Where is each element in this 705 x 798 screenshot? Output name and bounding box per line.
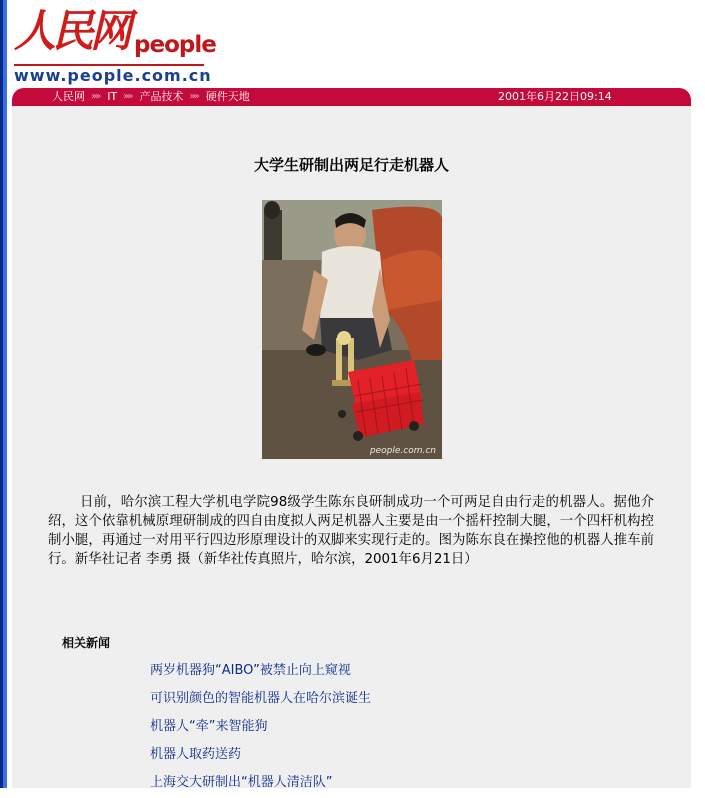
breadcrumb-separator-icon: »»: [91, 91, 100, 102]
breadcrumb-separator-icon: »»: [189, 91, 198, 102]
logo-chinese-text: 人民网: [14, 6, 128, 57]
list-item: [150, 658, 371, 686]
breadcrumb-separator-icon: »»: [123, 91, 132, 102]
list-item: [150, 770, 371, 798]
breadcrumb-people[interactable]: 人民网: [52, 90, 85, 103]
publish-date: 2001年6月22日09:14: [498, 90, 612, 103]
breadcrumb: [52, 88, 250, 106]
related-news-heading: 相关新闻: [62, 636, 111, 650]
list-item: [150, 714, 371, 742]
article-body: 日前，哈尔滨工程大学机电学院98级学生陈东良研制成功一个可两足自由行走的机器人。据他介绍，这个依靠机械原理研制成的四自由度拟人两足机器人主要是由一个摇杆控制大腿，一个四杆机构控制小腿，再通过一对用平行四边形原理设计的双脚来实现行走的。图为陈东良在操控他的机器人推车前行。新华社记者 李勇 摄（新华社传真照片，哈尔滨，2001年6月21日）: [48, 495, 654, 568]
breadcrumb-product-tech[interactable]: 产品技术: [139, 90, 184, 103]
article-title: 大学生研制出两足行走机器人: [253, 156, 449, 174]
related-news-link[interactable]: 机器人“牵”来智能狗: [150, 719, 268, 734]
window-left-border-highlight: [3, 0, 7, 788]
logo-url-text: www.people.com.cn: [14, 66, 212, 85]
article-panel: [12, 106, 691, 788]
breadcrumb-bar: [12, 88, 691, 106]
related-news-link[interactable]: 上海交大研制出“机器人清洁队”: [150, 775, 333, 790]
site-logo[interactable]: [12, 2, 216, 90]
logo-english-text: people: [134, 32, 216, 58]
related-news-link[interactable]: 两岁机器狗“AIBO”被禁止向上窥视: [150, 663, 351, 678]
list-item: [150, 686, 371, 714]
related-news-list: [150, 658, 371, 798]
list-item: [150, 742, 371, 770]
photo-illustration: [262, 200, 442, 459]
related-news-link[interactable]: 机器人取药送药: [150, 747, 242, 762]
breadcrumb-hardware[interactable]: 硬件天地: [205, 90, 250, 103]
breadcrumb-it[interactable]: IT: [107, 90, 118, 103]
photo-watermark: people.com.cn: [369, 446, 436, 456]
related-news-link[interactable]: 可识别颜色的智能机器人在哈尔滨诞生: [150, 691, 372, 706]
article-photo: [262, 200, 442, 459]
